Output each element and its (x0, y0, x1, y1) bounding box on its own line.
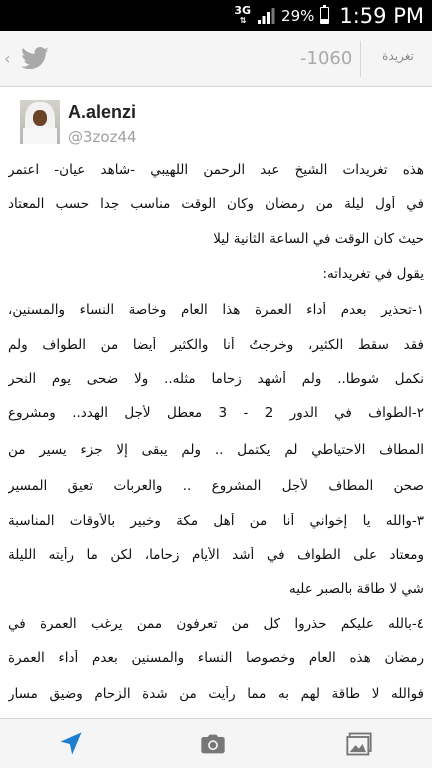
camera-icon[interactable] (198, 730, 228, 758)
tweet-line: شي لا طاقة بالصبر عليه (288, 581, 424, 597)
tweet-line: المطاف الاحتياطي لم يكتمل .. ولم يبقى إلا جزء يسير من (8, 442, 424, 458)
battery-fill (321, 19, 328, 23)
tweet-line: ٢-الطواف في الدور 2 - 3 معطل لأجل الهدد.. ومشروع (8, 405, 424, 421)
tweet-line: صحن المطاف لأجل المشروع .. والعربات تعيق المسير (8, 478, 424, 494)
gallery-icon[interactable] (344, 730, 374, 758)
network-indicator (234, 3, 252, 26)
tweet-line: فوالله لا طاقة لهم به مما رأيت من شدة الزحام وضيق مسار (8, 686, 424, 702)
tweet-line: ومعتاد على الطواف في أشد الأيام زحاما، لكن ما رأيته الليلة (8, 547, 424, 563)
tweet-line: هذه تغريدات الشيخ عبد الرحمن اللهيبي -شاهد عيان- اعتمر (8, 162, 424, 178)
location-arrow-icon[interactable] (56, 730, 86, 758)
user-name: A.alenzi (68, 102, 137, 122)
tweet-line: فقد سقط الكثير، وخرجتُ أنا والكثير أيضا من الطواف ولم (8, 337, 424, 353)
twitter-bird-icon[interactable] (18, 44, 52, 74)
tweet-line: ١-تحذير بعدم أداء العمرة هذا العام وخاصة النساء والمسنين، (8, 302, 424, 318)
battery-percent: 29% (281, 6, 315, 25)
tweet-line: يقول في تغريداته: (322, 266, 424, 282)
user-handle: @3zoz44 (68, 128, 137, 146)
signal-icon (257, 7, 275, 25)
bottom-toolbar (0, 718, 432, 768)
action-bar (0, 31, 432, 87)
tweet-text[interactable] (0, 150, 432, 718)
tweet-line: في أول ليلة من رمضان وكان الوقت مناسب جدا حسب المعتاد (8, 196, 424, 212)
tweet-line: رمضان هذه العام وخصوصا النساء والمسنين بعدم أداء العمرة (8, 650, 424, 666)
status-bar (0, 0, 432, 31)
character-counter: -1060 (300, 48, 353, 69)
tweet-line: نكمل شوطا.. ولم أشهد زحاما مثله.. ولا ضحى يوم النحر (8, 371, 424, 387)
tweet-line: حيث كان الوقت في الساعة الثانية ليلا (213, 231, 424, 247)
clock: 1:59 PM (339, 3, 424, 28)
back-chevron-icon[interactable]: ‹ (4, 49, 11, 68)
battery-icon (320, 7, 329, 24)
network-type: 3G (234, 3, 252, 17)
divider (360, 41, 361, 77)
tweet-line: ٣-والله يا إخواني أنا من أهل مكة وخبير بالأوقات المناسبة (8, 513, 424, 529)
tweet-button[interactable]: تغريدة (382, 49, 414, 63)
avatar (20, 100, 60, 144)
data-arrows-icon: ⇅ (239, 15, 246, 25)
tweet-line: ٤-بالله عليكم حذروا كل من تعرفون ممن يرغب العمرة في (8, 616, 424, 632)
